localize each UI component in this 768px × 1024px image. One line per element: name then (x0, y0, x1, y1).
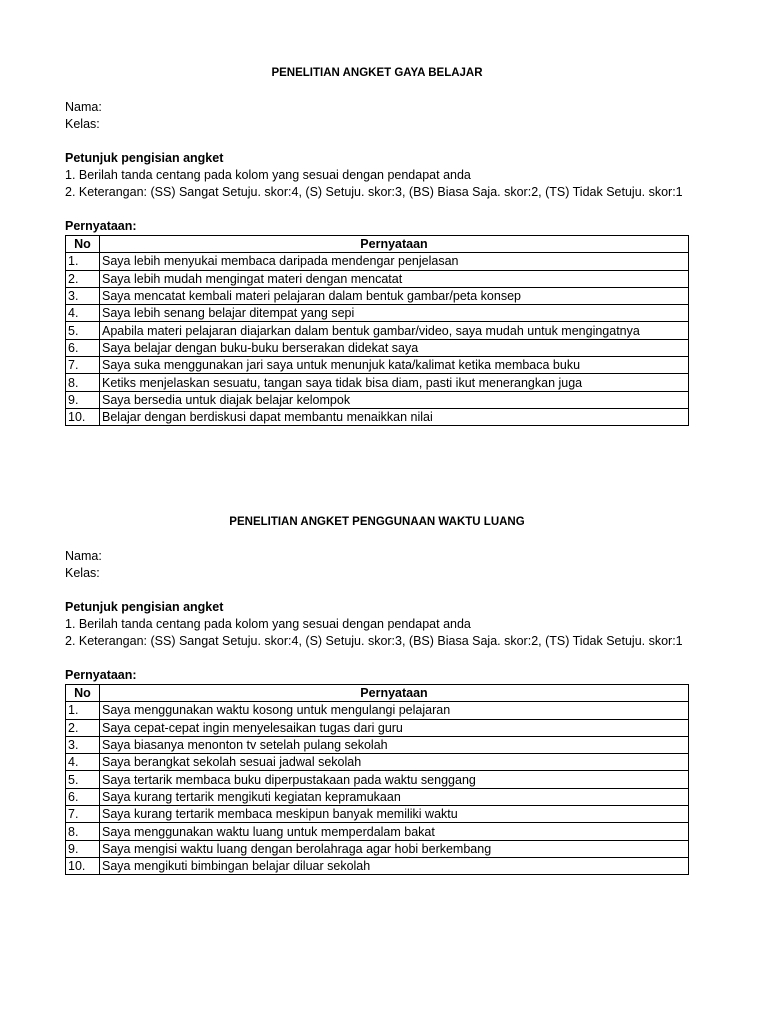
column-header-statement: Pernyataan (100, 685, 689, 702)
row-number: 1. (66, 702, 100, 719)
row-statement: Saya lebih senang belajar ditempat yang sepi (100, 305, 689, 322)
row-statement: Saya kurang tertarik membaca meskipun banyak memiliki waktu (100, 806, 689, 823)
row-statement: Saya kurang tertarik mengikuti kegiatan kepramukaan (100, 788, 689, 805)
table-row (66, 806, 689, 823)
table-row (66, 719, 689, 736)
row-number: 10. (66, 408, 100, 425)
section-title: PENELITIAN ANGKET GAYA BELAJAR (271, 67, 483, 79)
instruction-1: 1. Berilah tanda centang pada kolom yang sesuai dengan pendapat anda (65, 617, 471, 631)
statements-heading: Pernyataan: (65, 219, 137, 233)
table-row (66, 771, 689, 788)
instructions-heading: Petunjuk pengisian angket (65, 151, 224, 165)
row-statement: Saya lebih menyukai membaca daripada mendengar penjelasan (100, 253, 689, 270)
row-number: 10. (66, 857, 100, 874)
row-statement: Saya mengisi waktu luang dengan berolahraga agar hobi berkembang (100, 840, 689, 857)
table-row (66, 374, 689, 391)
table-row (66, 702, 689, 719)
statements-table (65, 235, 689, 426)
row-statement: Saya lebih mudah mengingat materi dengan mencatat (100, 270, 689, 287)
row-statement: Belajar dengan berdiskusi dapat membantu menaikkan nilai (100, 408, 689, 425)
questionnaire-section-free-time (65, 513, 689, 875)
table-row (66, 270, 689, 287)
table-row (66, 322, 689, 339)
row-number: 4. (66, 754, 100, 771)
row-statement: Saya biasanya menonton tv setelah pulang sekolah (100, 736, 689, 753)
row-statement: Saya belajar dengan buku-buku berserakan didekat saya (100, 339, 689, 356)
row-number: 6. (66, 339, 100, 356)
table-row (66, 253, 689, 270)
row-statement: Saya bersedia untuk diajak belajar kelompok (100, 391, 689, 408)
row-number: 3. (66, 287, 100, 304)
nama-label: Nama: (65, 549, 102, 563)
row-statement: Saya berangkat sekolah sesuai jadwal sekolah (100, 754, 689, 771)
row-statement: Saya suka menggunakan jari saya untuk menunjuk kata/kalimat ketika membaca buku (100, 357, 689, 374)
column-header-no: No (66, 236, 100, 253)
row-number: 1. (66, 253, 100, 270)
row-number: 9. (66, 391, 100, 408)
table-row (66, 357, 689, 374)
row-statement: Apabila materi pelajaran diajarkan dalam bentuk gambar/video, saya mudah untuk mengingatnya (100, 322, 689, 339)
statements-heading: Pernyataan: (65, 668, 137, 682)
nama-label: Nama: (65, 100, 102, 114)
table-row (66, 339, 689, 356)
row-number: 6. (66, 788, 100, 805)
table-header-row (66, 236, 689, 253)
row-number: 2. (66, 270, 100, 287)
table-row (66, 857, 689, 874)
table-row (66, 736, 689, 753)
table-row (66, 788, 689, 805)
row-statement: Saya mengikuti bimbingan belajar diluar sekolah (100, 857, 689, 874)
table-row (66, 823, 689, 840)
row-number: 5. (66, 322, 100, 339)
row-statement: Ketiks menjelaskan sesuatu, tangan saya tidak bisa diam, pasti ikut menerangkan juga (100, 374, 689, 391)
instruction-1: 1. Berilah tanda centang pada kolom yang sesuai dengan pendapat anda (65, 168, 471, 182)
row-number: 4. (66, 305, 100, 322)
statements-table (65, 684, 689, 875)
instruction-2: 2. Keterangan: (SS) Sangat Setuju. skor:4, (S) Setuju. skor:3, (BS) Biasa Saja. skor:2, (TS) Tidak Setuju. skor:1 (65, 634, 683, 648)
row-number: 9. (66, 840, 100, 857)
section-title: PENELITIAN ANGKET PENGGUNAAN WAKTU LUANG (229, 516, 525, 528)
table-row (66, 754, 689, 771)
row-number: 8. (66, 374, 100, 391)
table-header-row (66, 685, 689, 702)
row-number: 2. (66, 719, 100, 736)
table-row (66, 391, 689, 408)
kelas-label: Kelas: (65, 566, 100, 580)
row-number: 8. (66, 823, 100, 840)
row-number: 7. (66, 357, 100, 374)
column-header-statement: Pernyataan (100, 236, 689, 253)
row-statement: Saya menggunakan waktu kosong untuk mengulangi pelajaran (100, 702, 689, 719)
table-row (66, 287, 689, 304)
row-number: 3. (66, 736, 100, 753)
row-number: 7. (66, 806, 100, 823)
instructions-heading: Petunjuk pengisian angket (65, 600, 224, 614)
kelas-label: Kelas: (65, 117, 100, 131)
instruction-2: 2. Keterangan: (SS) Sangat Setuju. skor:4, (S) Setuju. skor:3, (BS) Biasa Saja. skor:2, (TS) Tidak Setuju. skor:1 (65, 185, 683, 199)
row-number: 5. (66, 771, 100, 788)
row-statement: Saya tertarik membaca buku diperpustakaan pada waktu senggang (100, 771, 689, 788)
row-statement: Saya cepat-cepat ingin menyelesaikan tugas dari guru (100, 719, 689, 736)
row-statement: Saya mencatat kembali materi pelajaran dalam bentuk gambar/peta konsep (100, 287, 689, 304)
table-row (66, 840, 689, 857)
table-row (66, 408, 689, 425)
column-header-no: No (66, 685, 100, 702)
questionnaire-section-learning-style (65, 64, 689, 426)
table-row (66, 305, 689, 322)
row-statement: Saya menggunakan waktu luang untuk memperdalam bakat (100, 823, 689, 840)
